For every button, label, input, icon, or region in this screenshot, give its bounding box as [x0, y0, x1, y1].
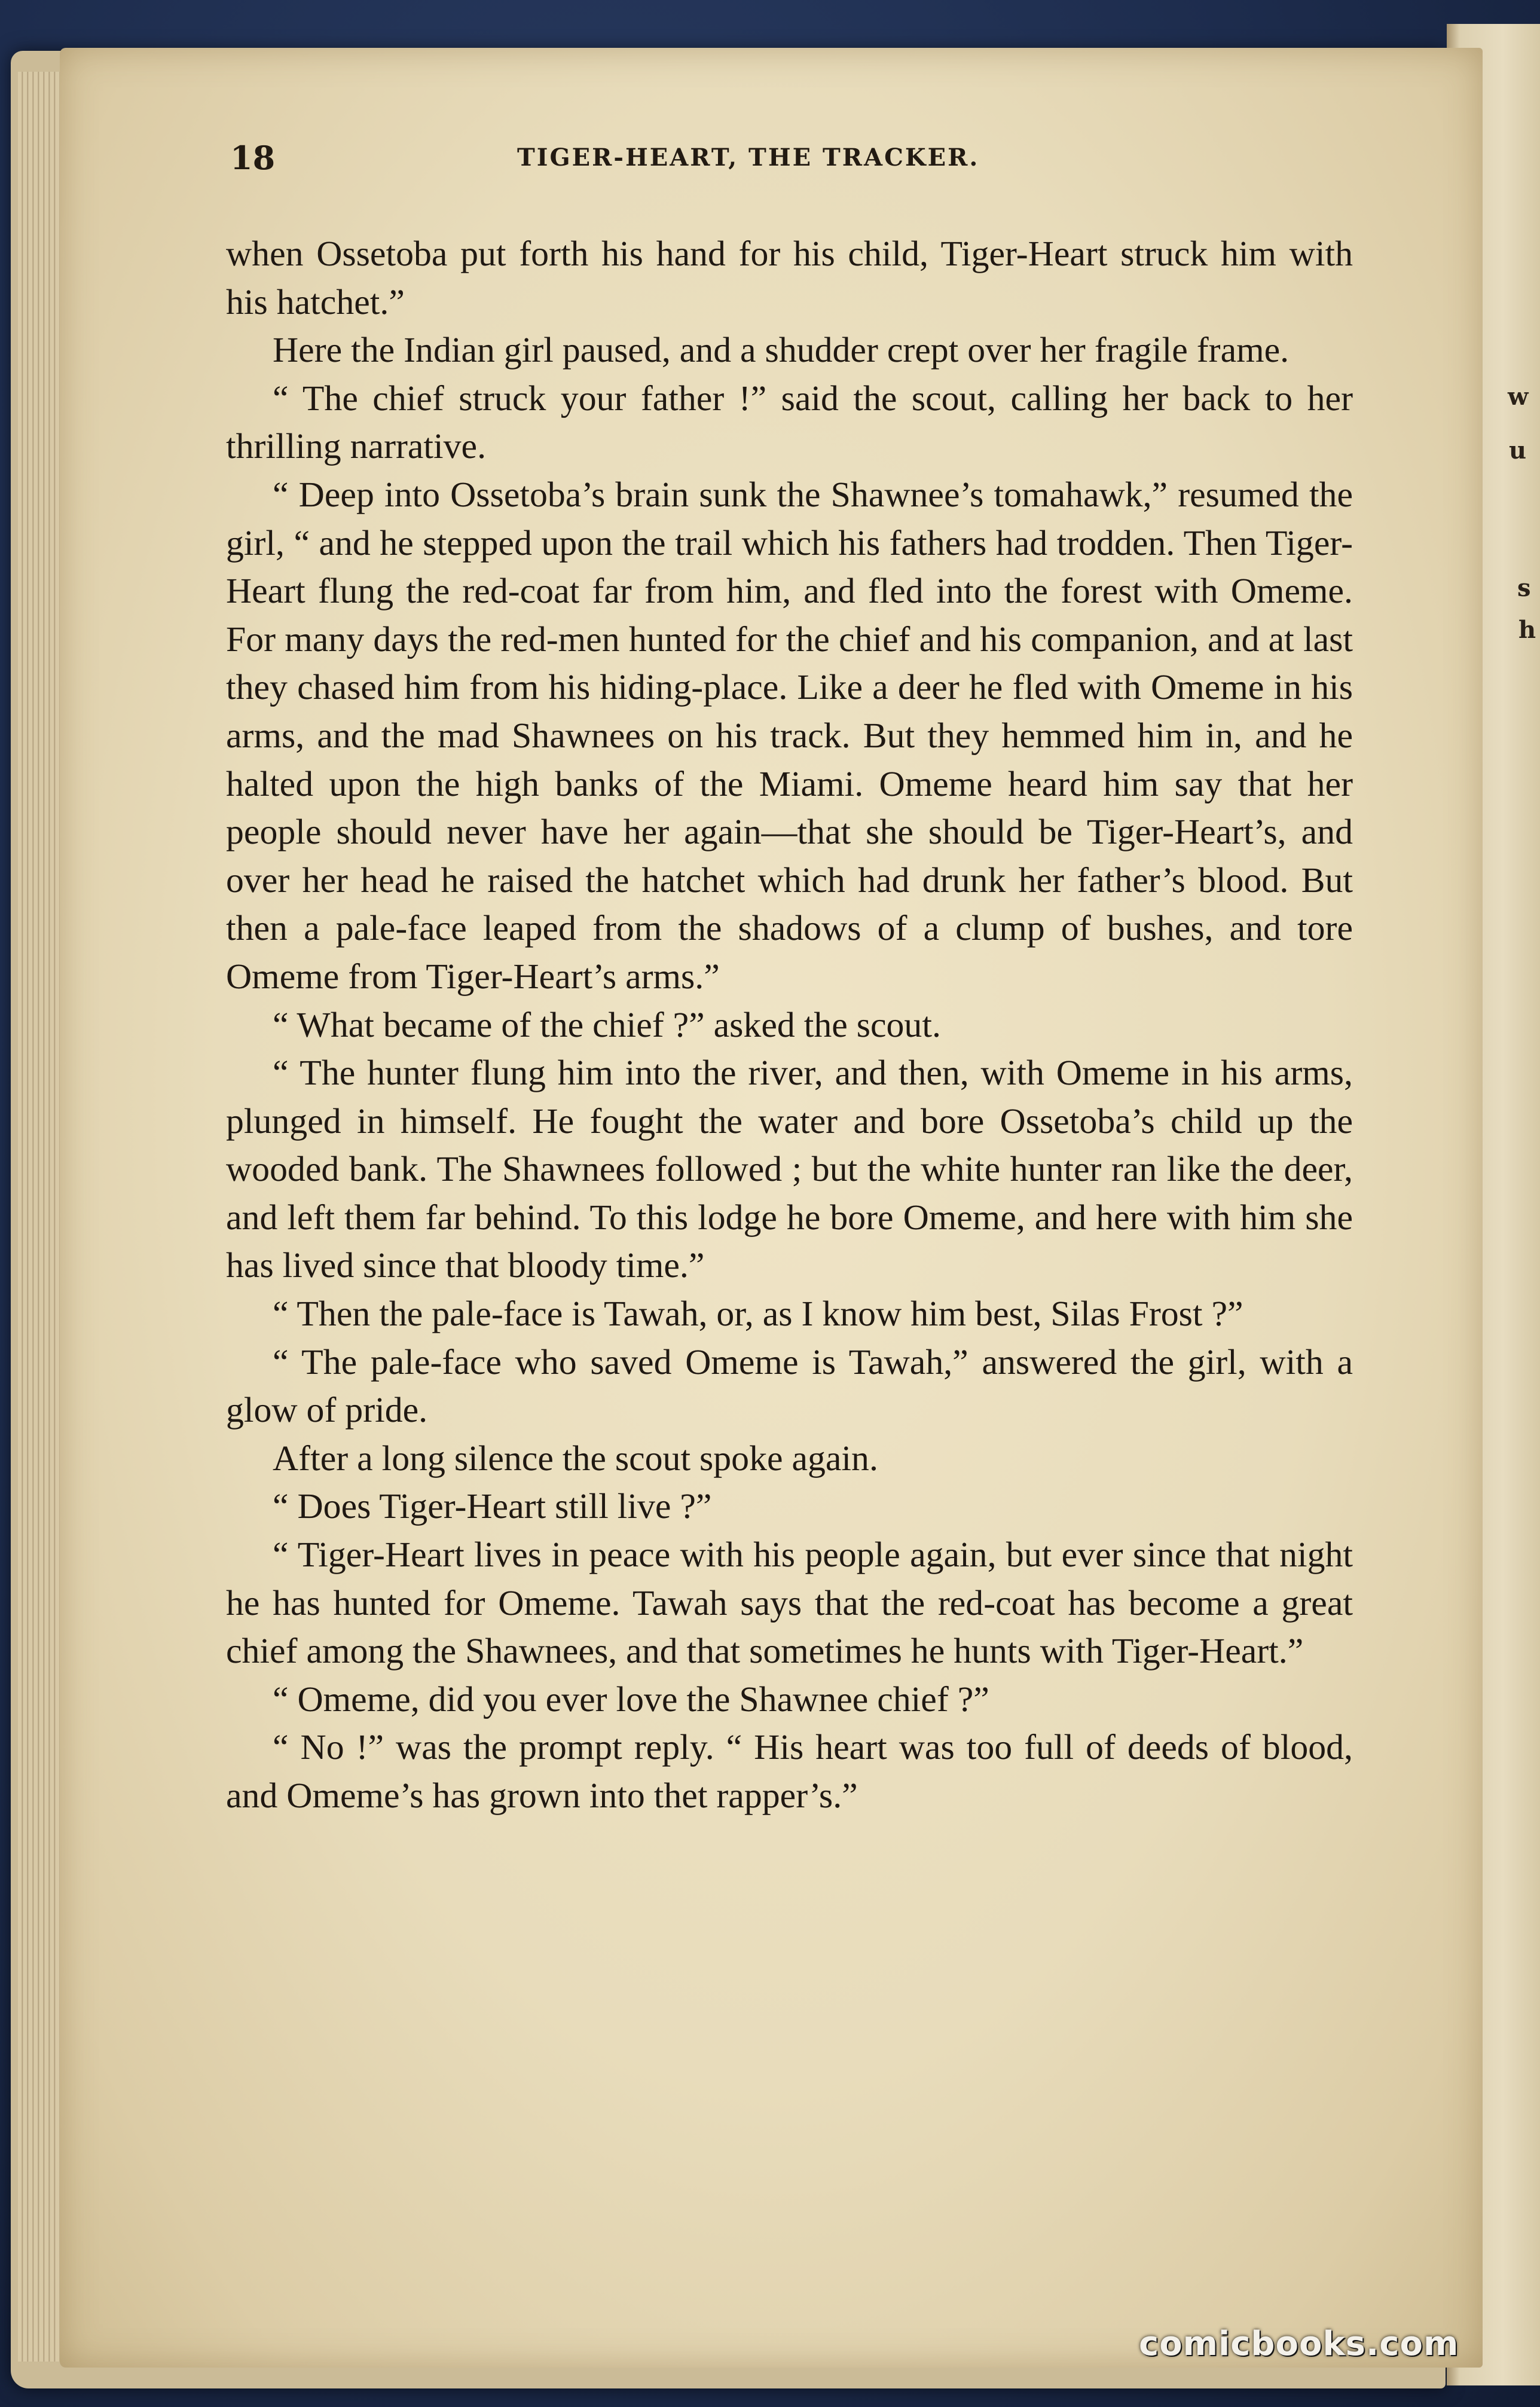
facing-page-fragment: w	[1508, 383, 1529, 411]
facing-page-fragment: h	[1518, 616, 1536, 644]
body-text	[226, 230, 1353, 1820]
facing-page-fragment: u	[1509, 436, 1527, 465]
paragraph: when Ossetoba put forth his hand for his child, Tiger-Heart struck him with his hatchet.”	[226, 234, 1353, 322]
paragraph: “ The chief struck your father !” said the scout, calling her back to her thrilling narrative.	[226, 378, 1353, 466]
watermark: comicbooks.com	[1139, 2324, 1459, 2363]
paragraph: “ The pale-face who saved Omeme is Tawah,” answered the girl, with a glow of pride.	[226, 1342, 1353, 1430]
paragraph: “ Deep into Ossetoba’s brain sunk the Shawnee’s tomahawk,” resumed the girl, “ and he stepped upon the trail which his fathers had trodden. Then Tiger-Heart flung the red-coat far from him, and fled into the forest with Omeme. For many days the red-men hunted for the chief and his companion, and at last they chased him from his hiding-place. Like a deer he fled with Omeme in his arms, and the mad Shawnees on his track. But they hemmed him in, and he halted upon the high banks of the Miami. Omeme heard him say that her people should never have her again—that she should be Tiger-Heart’s, and over her head he raised the hatchet which had drunk her father’s blood. But then a pale-face leaped from the shadows of a clump of bushes, and tore Omeme from Tiger-Heart’s arms.”	[226, 474, 1353, 996]
page-stack-lines	[18, 72, 66, 2362]
paragraph: “ What became of the chief ?” asked the scout.	[273, 1004, 941, 1044]
page-number: 18	[230, 139, 276, 177]
running-title: TIGER-HEART, THE TRACKER.	[517, 143, 980, 172]
paragraph: “ The hunter flung him into the river, and then, with Omeme in his arms, plunged in himself. He fought the water and bore Ossetoba’s child up the wooded bank. The Shawnees followed ; but the white hunter ran like the deer, and left them far behind. To this lodge he bore Omeme, and here with him she has lived since that bloody time.”	[226, 1053, 1353, 1285]
paragraph: After a long silence the scout spoke again.	[273, 1438, 878, 1478]
paragraph: “ Omeme, did you ever love the Shawnee chief ?”	[273, 1679, 989, 1719]
paragraph: “ Tiger-Heart lives in peace with his people again, but ever since that night he has hunted for Omeme. Tawah says that the red-coat has become a great chief among the Shawnees, and that sometimes he hunts with Tiger-Heart.”	[226, 1535, 1353, 1671]
facing-page-fragment: s	[1517, 574, 1531, 602]
paragraph: “ Does Tiger-Heart still live ?”	[273, 1486, 712, 1526]
paragraph: Here the Indian girl paused, and a shudder crept over her fragile frame.	[273, 330, 1290, 370]
paragraph: “ No !” was the prompt reply. “ His heart was too full of deeds of blood, and Omeme’s has grown into thet rapper’s.”	[226, 1727, 1353, 1815]
paragraph: “ Then the pale-face is Tawah, or, as I know him best, Silas Frost ?”	[273, 1294, 1243, 1334]
running-head	[230, 139, 1354, 181]
